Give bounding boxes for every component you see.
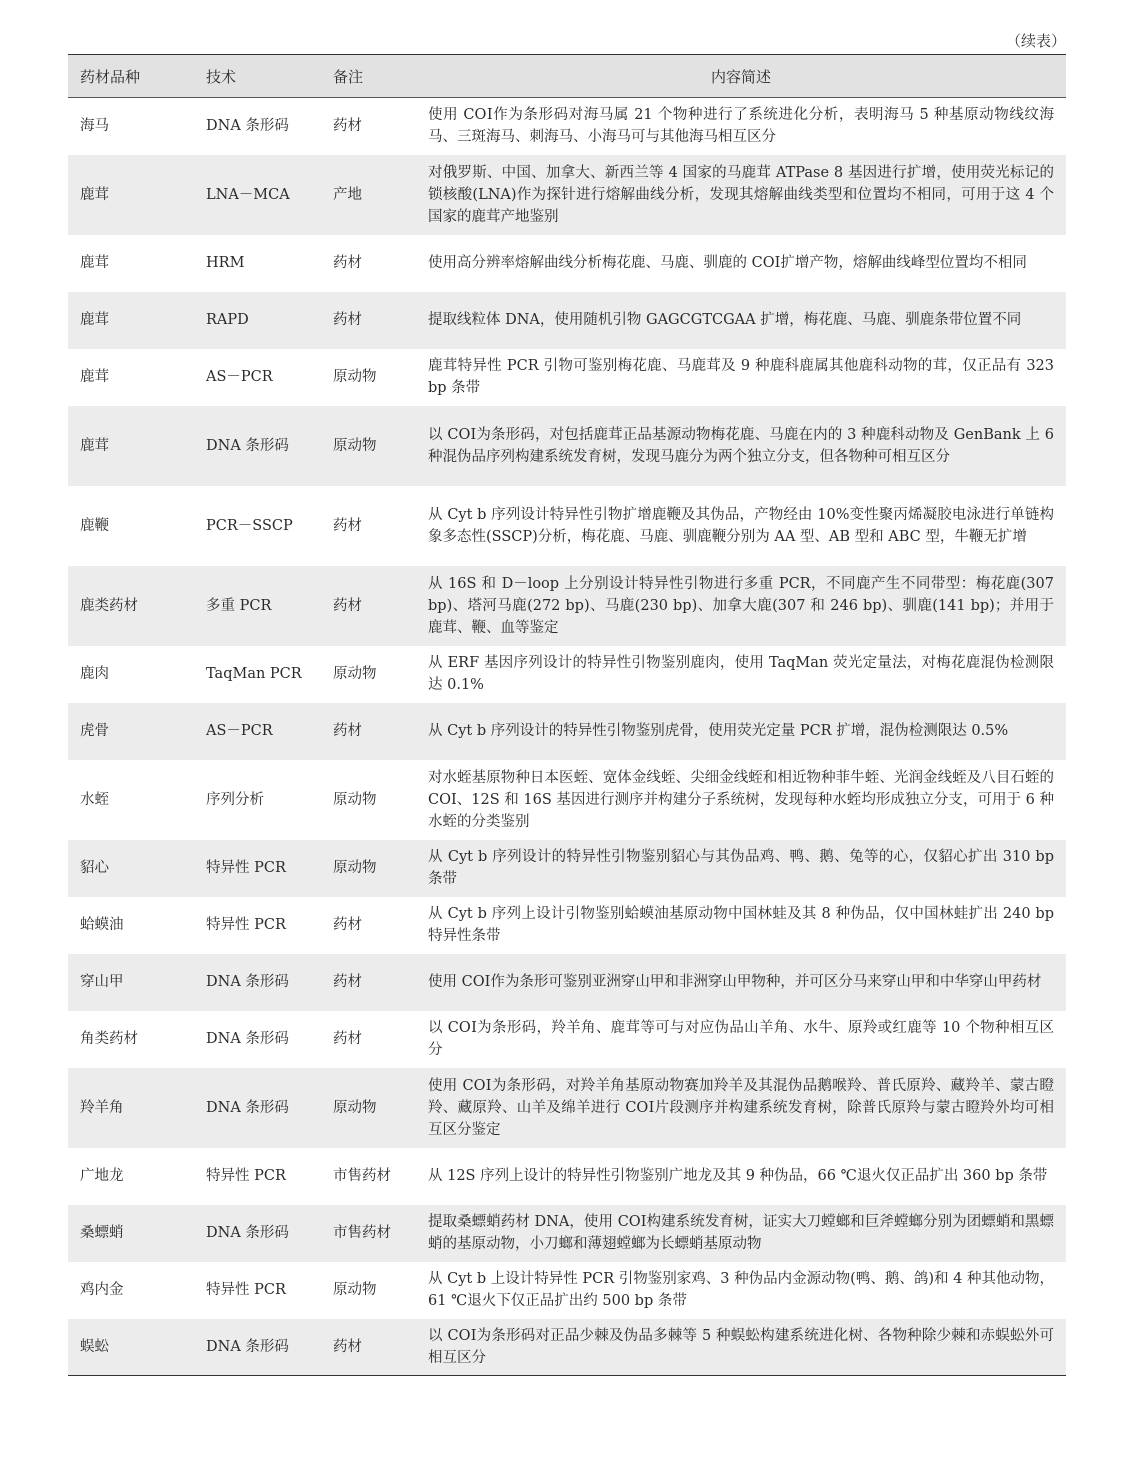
table-row <box>68 1068 1066 1148</box>
cell-species: 水蛭 <box>80 791 109 808</box>
data-table <box>68 54 1066 1376</box>
table-row <box>68 1262 1066 1319</box>
cell-description: 从 Cyt b 上设计特异性 PCR 引物鉴别家鸡、3 种伪品内金源动物(鸭、鹅、鸽)和 4 种其他动物，61 ℃退火下仅正品扩出约 500 bp 条带 <box>428 1271 1054 1309</box>
cell-description: 提取线粒体 DNA，使用随机引物 GAGCGTCGAA 扩增，梅花鹿、马鹿、驯鹿条带位置不同 <box>428 312 1022 328</box>
cell-description: 对水蛭基原物种日本医蛭、宽体金线蛭、尖细金线蛭和相近物种菲牛蛭、光润金线蛭及八目石蛭的 COⅠ、12S 和 16S 基因进行测序并构建分子系统树，发现每种水蛭均形成独立分支，可用于 6 种水蛭的分类鉴别 <box>428 769 1054 830</box>
table-row <box>68 760 1066 840</box>
cell-note: 原动物 <box>333 1099 377 1116</box>
cell-description: 使用 COⅠ为条形码，对羚羊角基原动物赛加羚羊及其混伪品鹅喉羚、普氏原羚、藏羚羊、蒙古瞪羚、藏原羚、山羊及绵羊进行 COⅠ片段测序并构建系统发育树，除普氏原羚与蒙古瞪羚外均可相互区分鉴定 <box>428 1077 1054 1138</box>
cell-description: 以 COⅠ为条形码，对包括鹿茸正品基源动物梅花鹿、马鹿在内的 3 种鹿科动物及 GenBank 上 6 种混伪品序列构建系统发育树，发现马鹿分为两个独立分支，但各物种可相互区分 <box>428 426 1054 465</box>
cell-note: 产地 <box>333 186 362 203</box>
cell-description: 以 COⅠ为条形码对正品少棘及伪品多棘等 5 种蜈蚣构建系统进化树、各物种除少棘和赤蜈蚣外可相互区分 <box>416 1319 1066 1376</box>
cell-technique: DNA 条形码 <box>206 974 289 990</box>
cell-note: 市售药材 <box>333 1225 391 1241</box>
cell-description: 从 Cyt b 序列设计的特异性引物鉴别貂心与其伪品鸡、鸭、鹅、兔等的心，仅貂心扩出 310 bp 条带 <box>428 849 1054 887</box>
table-row <box>68 292 1066 349</box>
cell-species: 鹿类药材 <box>80 597 138 614</box>
cell-species: 鹿茸 <box>80 437 109 454</box>
cell-species: 鸡内金 <box>80 1282 124 1298</box>
cell-species: 角类药材 <box>80 1031 138 1047</box>
cell-species: 虎骨 <box>80 723 109 739</box>
cell-note: 药材 <box>333 723 362 739</box>
cell-description: 以 COⅠ为条形码，羚羊角、鹿茸等可与对应伪品山羊角、水牛、原羚或红鹿等 10 个物种相互区分 <box>428 1020 1054 1058</box>
table-row <box>68 98 1066 155</box>
cell-note: 原动物 <box>333 860 377 876</box>
cell-note: 药材 <box>333 118 362 135</box>
table-row <box>68 566 1066 646</box>
cell-technique: 特异性 PCR <box>206 917 286 933</box>
cell-technique: PCR－SSCP <box>206 517 293 534</box>
cell-species: 海马 <box>80 118 109 135</box>
table-row <box>68 1148 1066 1205</box>
table-row <box>68 840 1066 897</box>
cell-technique: AS－PCR <box>206 723 273 739</box>
cell-species: 鹿肉 <box>80 666 109 682</box>
cell-description: 使用 COⅠ作为条形可鉴别亚洲穿山甲和非洲穿山甲物种，并可区分马来穿山甲和中华穿山甲药材 <box>428 974 1042 990</box>
cell-technique: AS－PCR <box>206 369 273 385</box>
cell-note: 原动物 <box>333 437 377 454</box>
cell-technique: DNA 条形码 <box>206 1099 289 1116</box>
cell-note: 原动物 <box>333 666 377 682</box>
cell-note: 药材 <box>321 1319 416 1376</box>
table-row <box>68 1319 1066 1376</box>
cell-species: 蛤蟆油 <box>80 917 124 933</box>
table-row <box>68 954 1066 1011</box>
cell-technique: RAPD <box>206 312 249 328</box>
cell-description: 对俄罗斯、中国、加拿大、新西兰等 4 国家的马鹿茸 ATPase 8 基因进行扩增，使用荧光标记的锁核酸(LNA)作为探针进行熔解曲线分析，发现其熔解曲线类型和位置均不相同，可用于这 4 个国家的鹿茸产地鉴别 <box>428 164 1054 225</box>
table-row <box>68 1205 1066 1262</box>
table-row <box>68 897 1066 954</box>
cell-note: 药材 <box>333 597 362 614</box>
cell-description: 使用 COⅠ作为条形码对海马属 21 个物种进行了系统进化分析，表明海马 5 种基原动物线纹海马、三斑海马、刺海马、小海马可与其他海马相互区分 <box>428 107 1054 146</box>
cell-species: 广地龙 <box>80 1168 124 1184</box>
cell-technique: DNA 条形码 <box>206 118 289 135</box>
table-row <box>68 235 1066 292</box>
table-row <box>68 703 1066 760</box>
cell-species: 鹿鞭 <box>80 517 109 534</box>
cell-description: 从 Cyt b 序列设计特异性引物扩增鹿鞭及其伪品，产物经由 10%变性聚丙烯凝胶电泳进行单链构象多态性(SSCP)分析，梅花鹿、马鹿、驯鹿鞭分别为 AA 型、AB 型和 ABC 型，牛鞭无扩增 <box>428 506 1054 545</box>
cell-note: 原动物 <box>333 369 377 385</box>
table-body <box>68 98 1066 1376</box>
cell-technique: 序列分析 <box>206 791 264 808</box>
cell-technique: DNA 条形码 <box>194 1319 321 1376</box>
cell-species: 鹿茸 <box>80 255 109 271</box>
cell-species: 蜈蚣 <box>68 1319 194 1376</box>
table-row <box>68 1011 1066 1068</box>
cell-note: 药材 <box>333 974 362 990</box>
cell-species: 羚羊角 <box>80 1099 124 1116</box>
cell-species: 桑螵蛸 <box>80 1225 124 1241</box>
cell-note: 原动物 <box>333 1282 377 1298</box>
header-species: 药材品种 <box>68 55 194 98</box>
cell-note: 药材 <box>333 517 362 534</box>
cell-technique: DNA 条形码 <box>206 1225 289 1241</box>
cell-note: 原动物 <box>333 791 377 808</box>
cell-technique: 多重 PCR <box>206 597 272 614</box>
cell-technique: 特异性 PCR <box>206 1168 286 1184</box>
header-technique: 技术 <box>194 55 321 98</box>
cell-species: 貂心 <box>80 860 109 876</box>
cell-note: 药材 <box>333 1031 362 1047</box>
cell-description: 从 12S 序列上设计的特异性引物鉴别广地龙及其 9 种伪品，66 ℃退火仅正品扩出 360 bp 条带 <box>428 1168 1048 1184</box>
cell-description: 从 ERF 基因序列设计的特异性引物鉴别鹿肉，使用 TaqMan 荧光定量法，对梅花鹿混伪检测限达 0.1% <box>428 655 1054 693</box>
cell-technique: 特异性 PCR <box>206 860 286 876</box>
cell-species: 鹿茸 <box>80 186 109 203</box>
table-header <box>68 55 1066 98</box>
table-row <box>68 349 1066 406</box>
cell-description: 从 Cyt b 序列设计的特异性引物鉴别虎骨，使用荧光定量 PCR 扩增，混伪检测限达 0.5% <box>428 723 1009 739</box>
continued-label: （续表） <box>1005 32 1066 50</box>
cell-note: 药材 <box>333 312 362 328</box>
cell-description: 提取桑螵蛸药材 DNA，使用 COⅠ构建系统发育树，证实大刀螳螂和巨斧螳螂分别为团螵蛸和黑螵蛸的基原动物，小刀螂和薄翅螳螂为长螵蛸基原动物 <box>428 1214 1054 1252</box>
cell-technique: DNA 条形码 <box>206 437 289 454</box>
header-note: 备注 <box>321 55 416 98</box>
cell-technique: LNA－MCA <box>206 186 290 203</box>
header-description: 内容简述 <box>416 55 1066 98</box>
cell-species: 穿山甲 <box>80 974 124 990</box>
cell-technique: DNA 条形码 <box>206 1031 289 1047</box>
table-row <box>68 406 1066 486</box>
cell-description: 使用高分辨率熔解曲线分析梅花鹿、马鹿、驯鹿的 COⅠ扩增产物，熔解曲线峰型位置均不相同 <box>428 255 1027 271</box>
table-row <box>68 646 1066 703</box>
cell-technique: 特异性 PCR <box>206 1282 286 1298</box>
cell-description: 鹿茸特异性 PCR 引物可鉴别梅花鹿、马鹿茸及 9 种鹿科鹿属其他鹿科动物的茸，仅正品有 323 bp 条带 <box>428 358 1054 396</box>
cell-species: 鹿茸 <box>80 369 109 385</box>
cell-species: 鹿茸 <box>80 312 109 328</box>
cell-description: 从 16S 和 D－loop 上分别设计特异性引物进行多重 PCR，不同鹿产生不同带型：梅花鹿(307 bp)、塔河马鹿(272 bp)、马鹿(230 bp)、加拿大鹿(307 和 246 bp)、驯鹿(141 bp)；并用于鹿茸、鞭、血等鉴定 <box>428 575 1054 636</box>
table-row <box>68 486 1066 566</box>
cell-note: 药材 <box>333 255 362 271</box>
cell-note: 市售药材 <box>333 1168 391 1184</box>
cell-technique: HRM <box>206 255 245 271</box>
cell-note: 药材 <box>333 917 362 933</box>
cell-description: 从 Cyt b 序列上设计引物鉴别蛤蟆油基原动物中国林蛙及其 8 种伪品，仅中国林蛙扩出 240 bp 特异性条带 <box>428 906 1054 944</box>
table-row <box>68 155 1066 235</box>
cell-technique: TaqMan PCR <box>206 666 302 682</box>
